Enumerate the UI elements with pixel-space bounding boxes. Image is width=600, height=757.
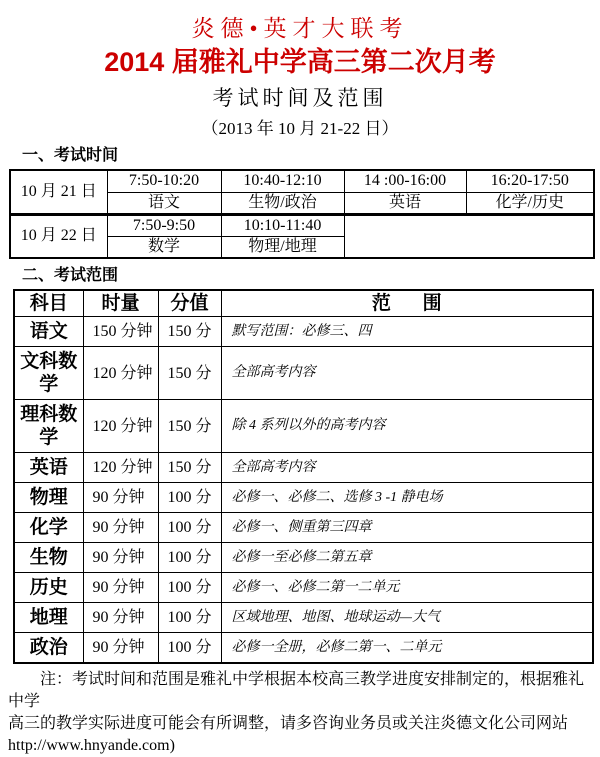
subject-scope: 必修一至必修二第五章 — [221, 543, 593, 573]
scope-header-row — [14, 290, 593, 317]
scope-row-geography — [14, 603, 593, 633]
subject-scope: 除 4 系列以外的高考内容 — [221, 400, 593, 453]
schedule-time-cell: 7:50-9:50 — [107, 214, 221, 236]
subject-scope: 必修一全册，必修二第一、二单元 — [221, 633, 593, 664]
subject-duration: 90 分钟 — [83, 603, 158, 633]
scope-row-politics — [14, 633, 593, 664]
subject-scope: 必修一、必修二第一二单元 — [221, 573, 593, 603]
subject-score: 150 分 — [158, 400, 221, 453]
schedule-time-cell: 16:20-17:50 — [466, 170, 594, 192]
subject-score: 100 分 — [158, 483, 221, 513]
subject-name: 地理 — [14, 603, 83, 633]
subject-duration: 90 分钟 — [83, 633, 158, 664]
schedule-empty-cell — [344, 214, 594, 258]
scope-row-chemistry — [14, 513, 593, 543]
schedule-time-cell: 14 :00-16:00 — [344, 170, 466, 192]
subject-score: 150 分 — [158, 347, 221, 400]
subject-duration: 150 分钟 — [83, 317, 158, 347]
section-heading-exam-time: 一、考试时间 — [22, 147, 119, 164]
subject-scope: 全部高考内容 — [221, 453, 593, 483]
subject-score: 100 分 — [158, 543, 221, 573]
subject-score: 100 分 — [158, 603, 221, 633]
footer-note-url: http://www.hnyande.com) — [8, 737, 175, 754]
subject-name: 英语 — [14, 453, 83, 483]
subject-name: 物理 — [14, 483, 83, 513]
column-header-subject: 科目 — [14, 290, 83, 317]
subject-name: 历史 — [14, 573, 83, 603]
column-header-duration: 时量 — [83, 290, 158, 317]
subject-name: 文科数学 — [14, 347, 83, 400]
subject-name: 生物 — [14, 543, 83, 573]
schedule-subject-cell: 英语 — [344, 192, 466, 214]
scope-row-biology — [14, 543, 593, 573]
footer-note-line: 注：考试时间和范围是雅礼中学根据本校高三教学进度安排制定的，根据雅礼中学 — [8, 671, 585, 710]
subject-duration: 90 分钟 — [83, 483, 158, 513]
scope-row-history — [14, 573, 593, 603]
schedule-row-day1-times — [10, 170, 594, 192]
subject-scope: 区域地理、地图、地球运动—大气 — [221, 603, 593, 633]
subject-scope: 必修一、必修二、选修 3 -1 静电场 — [221, 483, 593, 513]
schedule-subject-cell: 语文 — [107, 192, 221, 214]
exam-title: 2014 届雅礼中学高三第二次月考 — [104, 47, 496, 77]
subject-duration: 120 分钟 — [83, 400, 158, 453]
footer-note — [8, 669, 592, 757]
subject-scope: 全部高考内容 — [221, 347, 593, 400]
subject-duration: 90 分钟 — [83, 573, 158, 603]
subject-duration: 90 分钟 — [83, 543, 158, 573]
subject-score: 100 分 — [158, 513, 221, 543]
brand-title: 炎德•英才大联考 — [191, 16, 409, 41]
schedule-time-cell: 10:40-12:10 — [221, 170, 344, 192]
schedule-subject-cell: 化学/历史 — [466, 192, 594, 214]
scope-row-liberal-arts-math — [14, 347, 593, 400]
subject-score: 100 分 — [158, 573, 221, 603]
document-subtitle: 考试时间及范围 — [212, 86, 388, 110]
schedule-date-cell: 10 月 21 日 — [10, 170, 107, 214]
column-header-scope: 范 围 — [221, 290, 593, 317]
scope-row-english — [14, 453, 593, 483]
column-header-score: 分值 — [158, 290, 221, 317]
subject-score: 150 分 — [158, 453, 221, 483]
schedule-time-cell: 7:50-10:20 — [107, 170, 221, 192]
subject-score: 150 分 — [158, 317, 221, 347]
subject-name: 语文 — [14, 317, 83, 347]
schedule-subject-cell: 生物/政治 — [221, 192, 344, 214]
schedule-time-cell: 10:10-11:40 — [221, 214, 344, 236]
section-heading-exam-scope: 二、考试范围 — [22, 267, 119, 284]
subject-name: 政治 — [14, 633, 83, 664]
subject-name: 理科数学 — [14, 400, 83, 453]
exam-schedule-table — [9, 169, 595, 259]
subject-duration: 90 分钟 — [83, 513, 158, 543]
subject-scope: 默写范围：必修三、四 — [221, 317, 593, 347]
footer-note-line: 高三的教学实际进度可能会有所调整，请多咨询业务员或关注炎德文化公司网站 — [8, 715, 569, 732]
schedule-row-day2-times — [10, 214, 594, 236]
subject-name: 化学 — [14, 513, 83, 543]
schedule-subject-cell: 数学 — [107, 236, 221, 258]
exam-date-range: （2013 年 10 月 21-22 日） — [201, 119, 399, 138]
schedule-subject-cell: 物理/地理 — [221, 236, 344, 258]
exam-scope-table — [13, 289, 594, 664]
subject-duration: 120 分钟 — [83, 347, 158, 400]
schedule-date-cell: 10 月 22 日 — [10, 214, 107, 258]
scope-row-science-math — [14, 400, 593, 453]
subject-score: 100 分 — [158, 633, 221, 664]
scope-row-physics — [14, 483, 593, 513]
subject-duration: 120 分钟 — [83, 453, 158, 483]
subject-scope: 必修一、侧重第三四章 — [221, 513, 593, 543]
scope-row-chinese — [14, 317, 593, 347]
